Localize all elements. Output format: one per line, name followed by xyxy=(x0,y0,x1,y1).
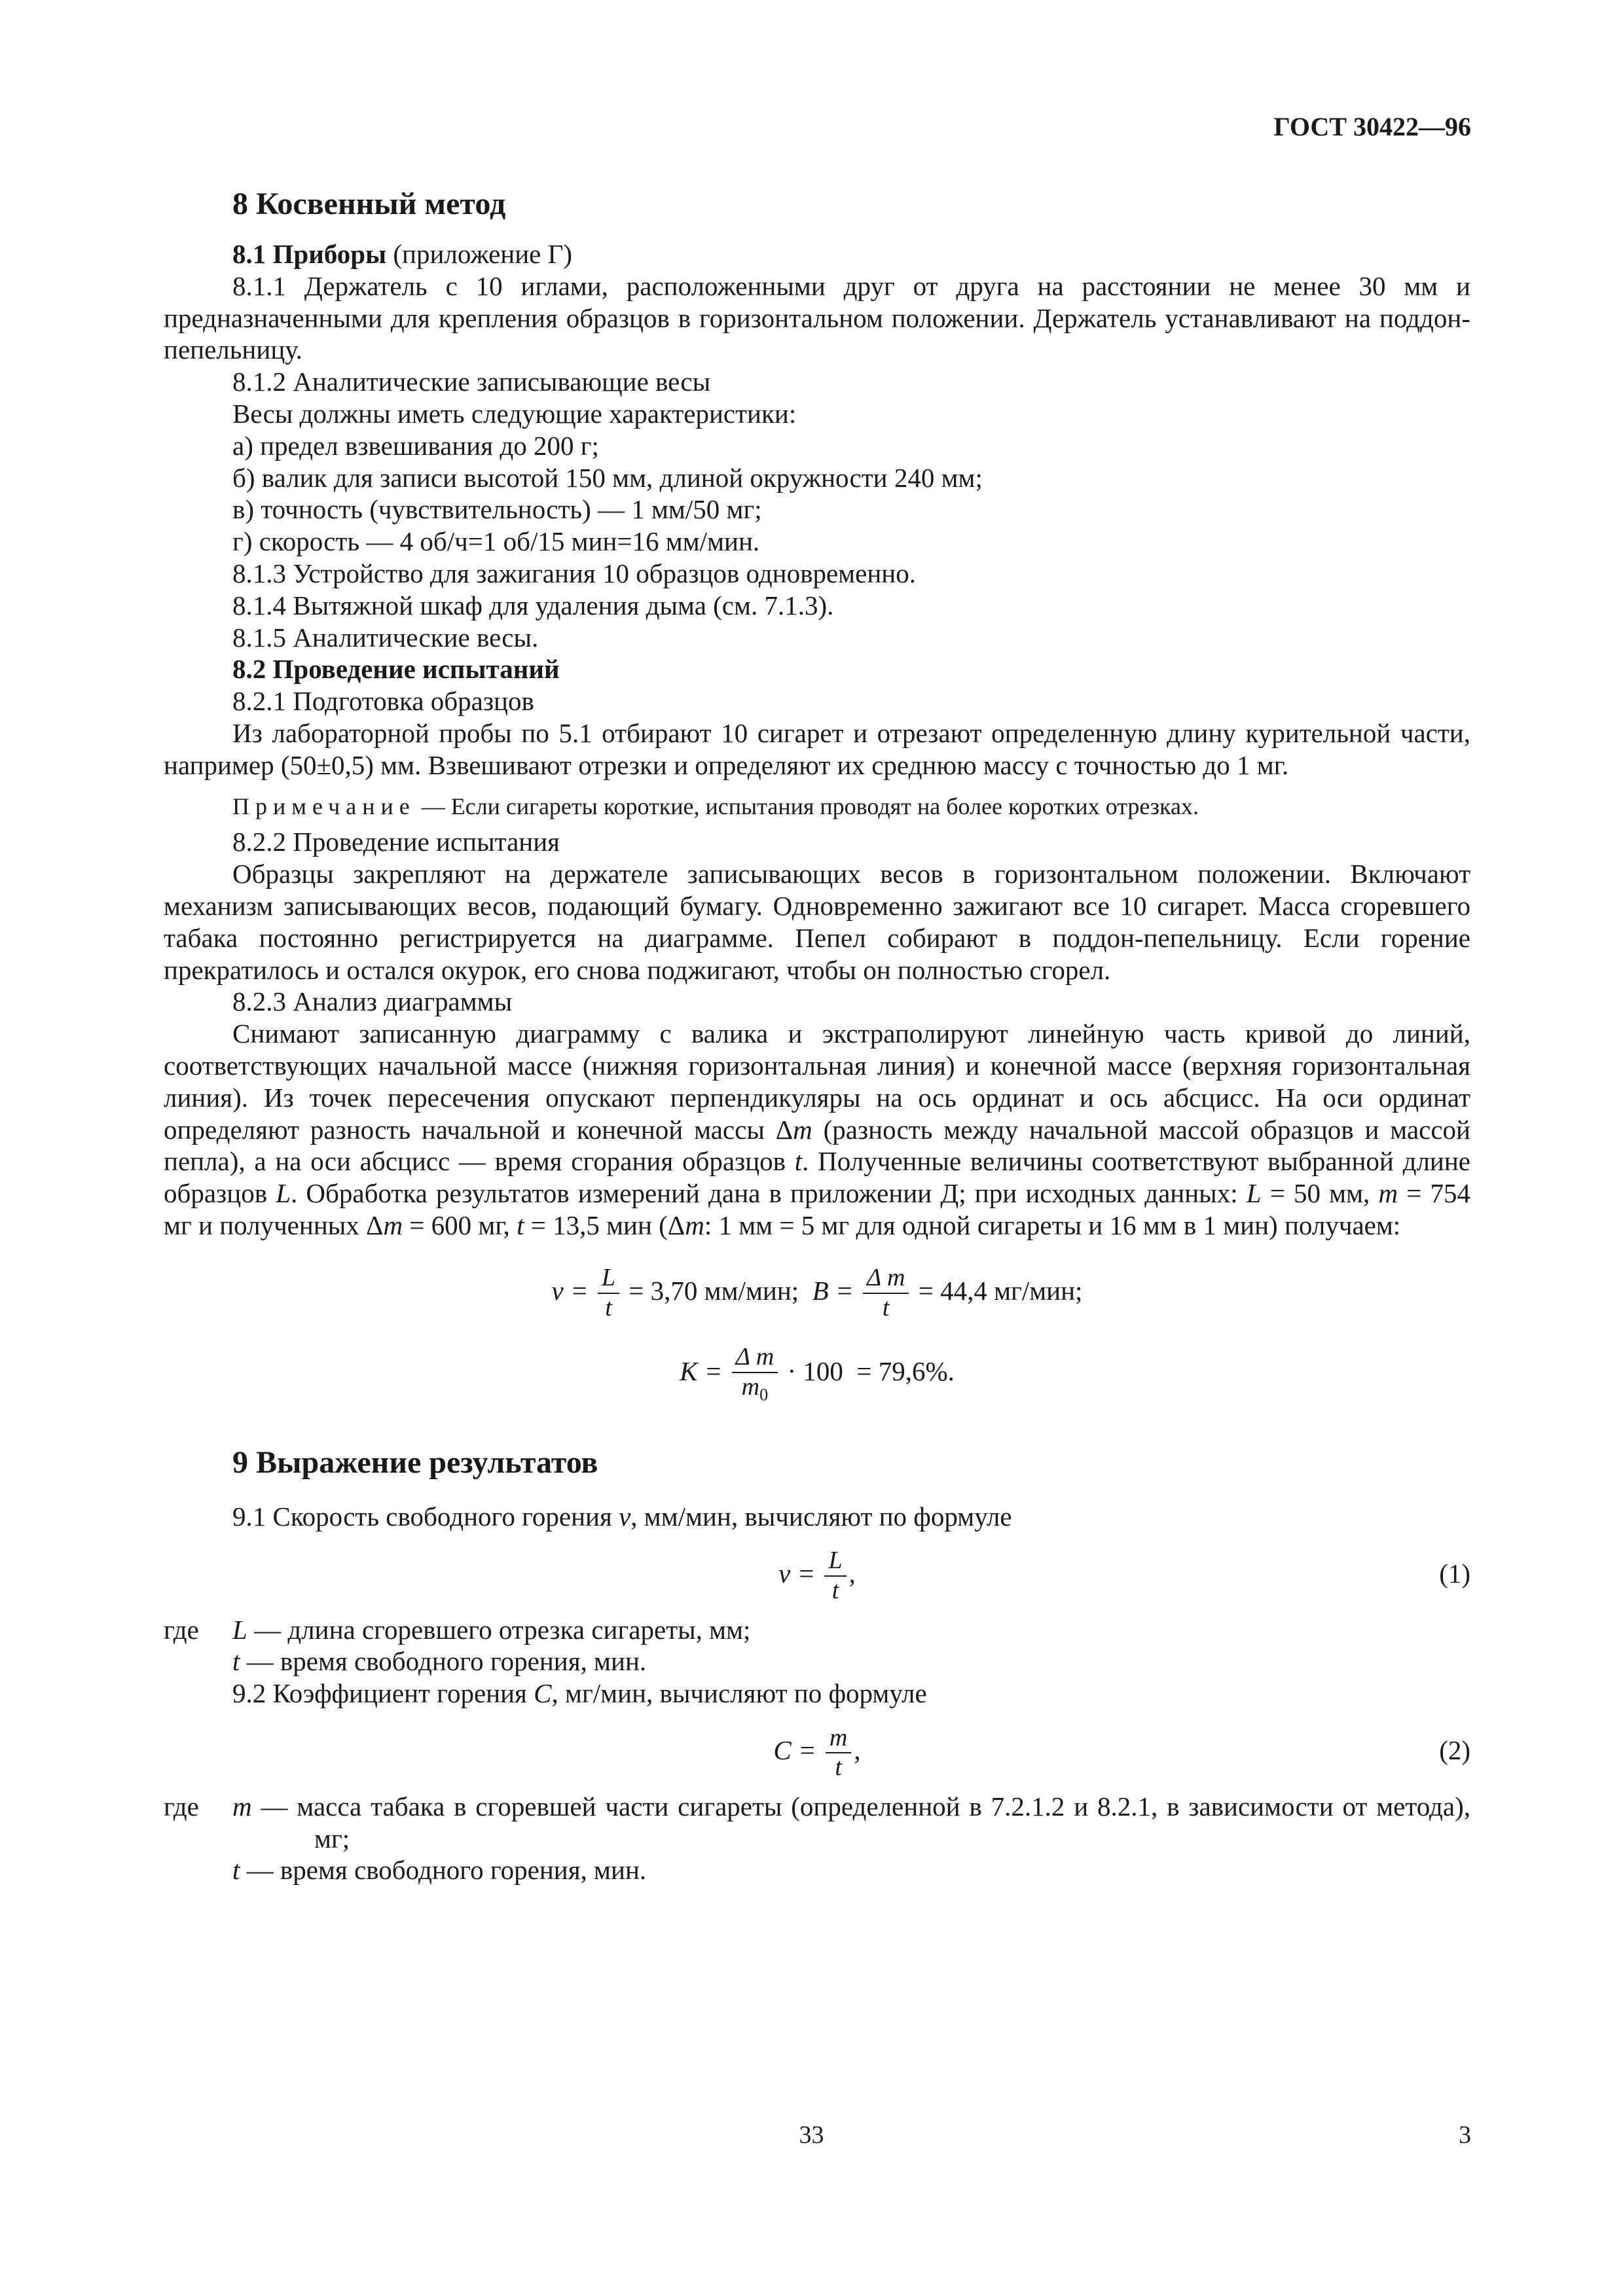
standard-code-header: ГОСТ 30422—96 xyxy=(1273,112,1471,141)
formula-k: K = $\frac{\text{Δ m}}{m_0}$ · 100 = 79,6%. xyxy=(680,1342,955,1405)
clause-8-1-2: 8.1.2 Аналитические записывающие весы xyxy=(232,367,711,397)
note-label: Примечание xyxy=(232,793,416,819)
clause-8-1-2-intro: Весы должны иметь следующие характеристики: xyxy=(232,398,797,429)
list-item-v: в) точность (чувствительность) — 1 мм/50 мг; xyxy=(232,494,762,525)
clause-8-1 xyxy=(164,238,1470,270)
clause-8-2-3-text: Снимают записанную диаграмму с валика и экстраполируют линейную часть кривой до линий, соответствующих начальной массе (нижняя горизонтальная линия) и конечной массе (верхняя горизонтальная линия). Из точек пересечения опускают перпендикуляры на ось ординат и ось абсцисс. На оси ординат определяют разность начальной и конечной массы Δm (разность между начальной массой образцов и массой пепла), а на оси абсцисс — время сгорания образцов t. Полученные величины соответствуют выбранной длине образцов L. Обработка результатов измерений дана в приложении Д; при исходных данных: L = 50 мм, m = 754 мг и полученных Δm = 600 мг, t = 13,5 мин (Δm: 1 мм = 5 мг для одной сигареты и 16 мм в 1 мин) получаем: xyxy=(164,1018,1470,1240)
clause-8-2-2-text: Образцы закрепляют на держателе записывающих весов в горизонтальном положении. Включают механизм записывающих весов, подающий бумагу. Одновременно зажигают все 10 сигарет. Масса сгоревшего табака постоянно регистрируется на диаграмме. Пепел собирают в поддон-пепельницу. Если горение прекратилось и остался окурок, его снова поджигают, чтобы он полностью сгорел. xyxy=(164,859,1470,985)
equation-1: v = $\frac{L}{t}$ , (1) xyxy=(164,1541,1470,1606)
clause-8-2: 8.2 Проведение испытаний xyxy=(232,654,560,685)
clause-8-2-3: 8.2.3 Анализ диаграммы xyxy=(232,986,513,1017)
page-number-right: 3 xyxy=(1459,2121,1471,2149)
list-item-b: б) валик для записи высотой 150 мм, длиной окружности 240 мм; xyxy=(232,462,983,493)
clause-8-1-heading: 8.1 Приборы xyxy=(232,239,387,269)
clause-8-1-ref: (приложение Г) xyxy=(386,239,572,269)
clause-8-2-1: 8.2.1 Подготовка образцов xyxy=(232,686,534,717)
where-block-1: где L — длина сгоревшего отрезка сигареты, мм; xyxy=(164,1614,751,1645)
clause-8-2-2: 8.2.2 Проведение испытания xyxy=(232,827,560,857)
note-text: — Если сигареты короткие, испытания проводят на более коротких отрезках. xyxy=(415,793,1199,819)
section-8-title: 8 Косвенный метод xyxy=(232,187,506,221)
clause-9-2: 9.2 Коэффициент горения C, мг/мин, вычисляют по формуле xyxy=(232,1678,927,1709)
list-item-a: а) предел взвешивания до 200 г; xyxy=(232,430,599,461)
clause-8-1-3: 8.1.3 Устройство для зажигания 10 образцов одновременно. xyxy=(232,558,916,588)
fraction-dm-over-t: $\frac{\text{Δ m}}{t}$ xyxy=(863,1265,909,1321)
fraction-dm-over-m0: $\frac{\text{Δ m}}{m_0}$ xyxy=(732,1344,778,1404)
where-block-2b: t — время свободного горения, мин. xyxy=(232,1855,647,1886)
fraction-l-over-t: $\frac{L}{t}$ xyxy=(598,1265,619,1321)
where-block-2: где m — масса табака в сгоревшей части сигареты (определенной в 7.2.1.2 и 8.2.1, в зависимости от метода), мг; xyxy=(164,1791,1470,1854)
page-number-center: 33 xyxy=(799,2121,824,2149)
clause-8-1-4: 8.1.4 Вытяжной шкаф для удаления дыма (см. 7.1.3). xyxy=(232,590,834,620)
equation-2: C = $\frac{m}{t}$ , (2) xyxy=(164,1717,1470,1783)
clause-8-2-1-text: Из лабораторной пробы по 5.1 отбирают 10 сигарет и отрезают определенную длину курительной части, например (50±0,5) мм. Взвешивают отрезки и определяют их среднюю массу с точностью до 1 мг. xyxy=(164,717,1470,780)
list-item-g: г) скорость — 4 об/ч=1 об/15 мин=16 мм/мин. xyxy=(232,526,760,557)
clause-9-1: 9.1 Скорость свободного горения v, мм/мин, вычисляют по формуле xyxy=(232,1501,1012,1532)
equation-number-2: (2) xyxy=(1439,1734,1470,1765)
note xyxy=(164,791,1470,823)
where-block-1b: t — время свободного горения, мин. xyxy=(232,1646,647,1677)
clause-8-1-1: 8.1.1 Держатель с 10 иглами, расположенными друг от друга на расстоянии не менее 30 мм и предназначенными для крепления образцов в горизонтальном положении. Держатель устанавливают на поддон-пепельницу. xyxy=(164,270,1470,365)
formula-speed-and-b: v = $\frac{L}{t}$ = 3,70 мм/мин; B = $\frac{\text{Δ m}}{t}$ = 44,4 мг/мин; xyxy=(551,1264,1083,1322)
page-content xyxy=(164,185,1470,1886)
clause-8-1-5: 8.1.5 Аналитические весы. xyxy=(232,622,539,653)
equation-number-1: (1) xyxy=(1439,1558,1470,1588)
section-9-title: 9 Выражение результатов xyxy=(232,1444,598,1480)
